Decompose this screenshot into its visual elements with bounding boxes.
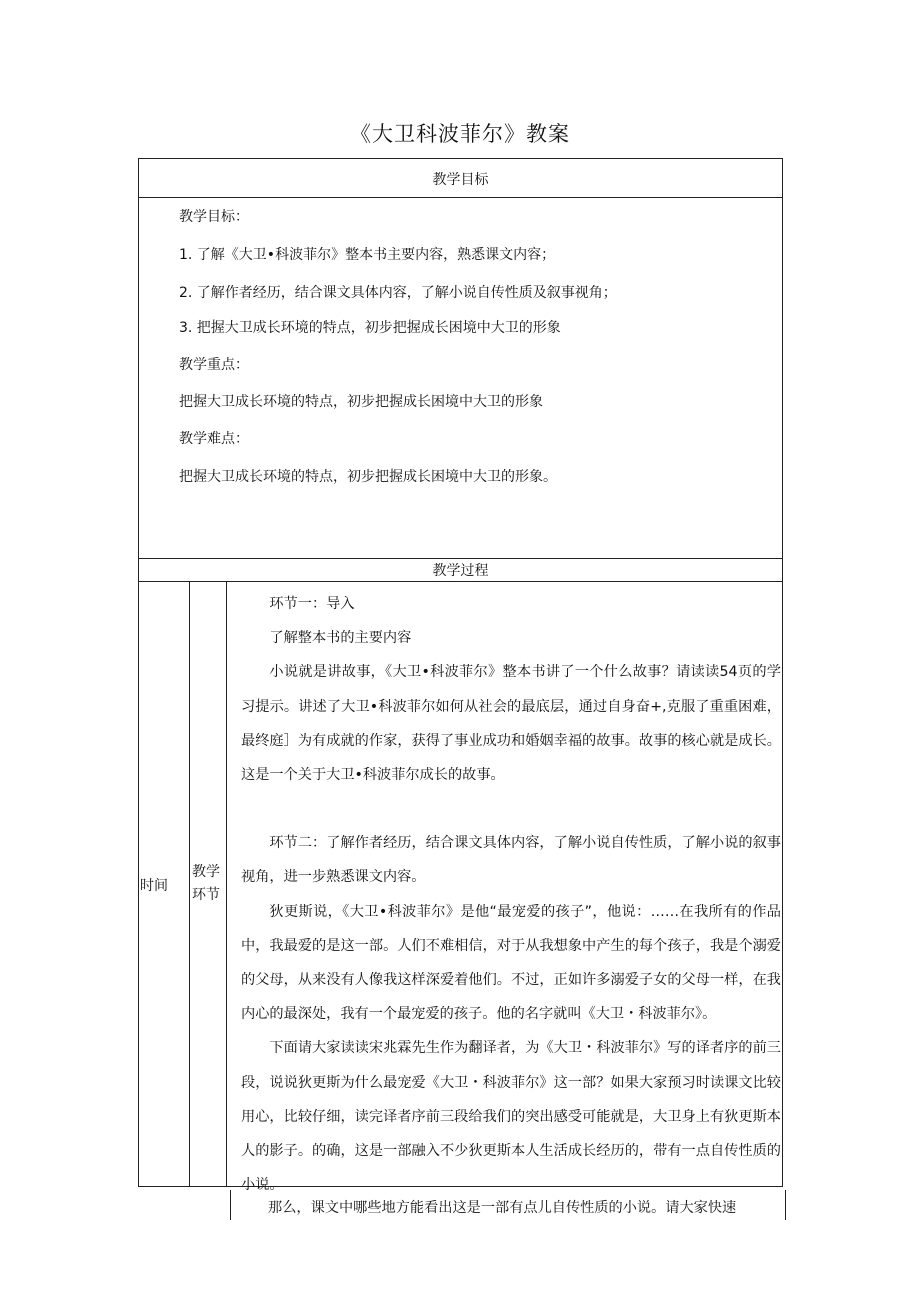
process-left-border — [138, 581, 139, 1187]
step-column-divider — [226, 581, 227, 1187]
process-content — [241, 587, 781, 1202]
continuation-left-border — [230, 1190, 231, 1220]
section-one-body: 小说就是讲故事，《大卫•科波菲尔》整本书讲了一个什么故事？请读读54页的学习提示。讲述了大卫•科波菲尔如何从社会的最底层，通过自身奋+,克服了重重困难，最终庭］为有成就的作家，获得了事业成功和婚姻幸福的故事。故事的核心就是成长。这是一个关于大卫•科波菲尔成长的故事。 — [241, 664, 781, 784]
difficulty-label: 教学难点： — [179, 431, 249, 447]
time-column-divider — [189, 581, 190, 1187]
goals-header-divider — [138, 197, 783, 198]
section-one-heading: 环节一：导入 — [269, 596, 355, 612]
process-header: 教学过程 — [432, 563, 489, 579]
section-two-heading: 环节二：了解作者经历，结合课文具体内容，了解小说自传性质，了解小说的叙事视角，进一步熟悉课文内容。 — [241, 835, 781, 886]
difficulty-text: 把握大卫成长环境的特点，初步把握成长困境中大卫的形象。 — [179, 469, 557, 485]
goals-header: 教学目标 — [432, 172, 489, 188]
step-column-label-1: 教学 — [192, 864, 220, 880]
translator-preface-paragraph: 下面请大家读读宋兆霖先生作为翻译者，为《大卫・科波菲尔》写的译者序的前三段，说说狄更斯为什么最宠爱《大卫・科波菲尔》这一部？如果大家预习时读课文比较用心，比较仔细，读完译者序前三段给我们的突出感受可能就是，大卫身上有狄更斯本人的影子。的确，这是一部融入不少狄更斯本人生活成长经历的，带有一点自传性质的小说。 — [241, 1040, 781, 1194]
dickens-quote-paragraph: 狄更斯说，《大卫•科波菲尔》是他“最宠爱的孩子”，他说：……在我所有的作品中，我最爱的是这一部。人们不难相信，对于从我想象中产生的每个孩子，我是个溺爱的父母，从来没有人像我这样深爱着他们。不过，正如许多溺爱子女的父母一样，在我内心的最深处，我有一个最宠爱的孩子。他的名字就叫《大卫・科波菲尔》。 — [241, 903, 781, 1023]
key-point-text: 把握大卫成长环境的特点，初步把握成长困境中大卫的形象 — [179, 394, 543, 410]
goal-item-1: 1. 了解《大卫•科波菲尔》整本书主要内容，熟悉课文内容； — [179, 247, 556, 263]
process-right-border — [782, 581, 783, 1187]
goal-item-3: 3. 把握大卫成长环境的特点，初步把握成长困境中大卫的形象 — [179, 320, 561, 336]
section-one-subheading: 了解整本书的主要内容 — [269, 630, 412, 647]
page-title: 《大卫科波菲尔》教案 — [350, 122, 570, 146]
key-point-label: 教学重点： — [179, 357, 249, 373]
continuation-right-border — [785, 1190, 786, 1220]
goal-item-2: 2. 了解作者经历，结合课文具体内容，了解小说自传性质及叙事视角； — [179, 285, 617, 301]
goals-label: 教学目标： — [179, 209, 249, 225]
continuation-text: 那么，课文中哪些地方能看出这是一部有点儿自传性质的小说。请大家快速 — [268, 1200, 737, 1216]
time-column-label: 时间 — [140, 878, 168, 894]
step-column-label-2: 环节 — [192, 887, 220, 903]
